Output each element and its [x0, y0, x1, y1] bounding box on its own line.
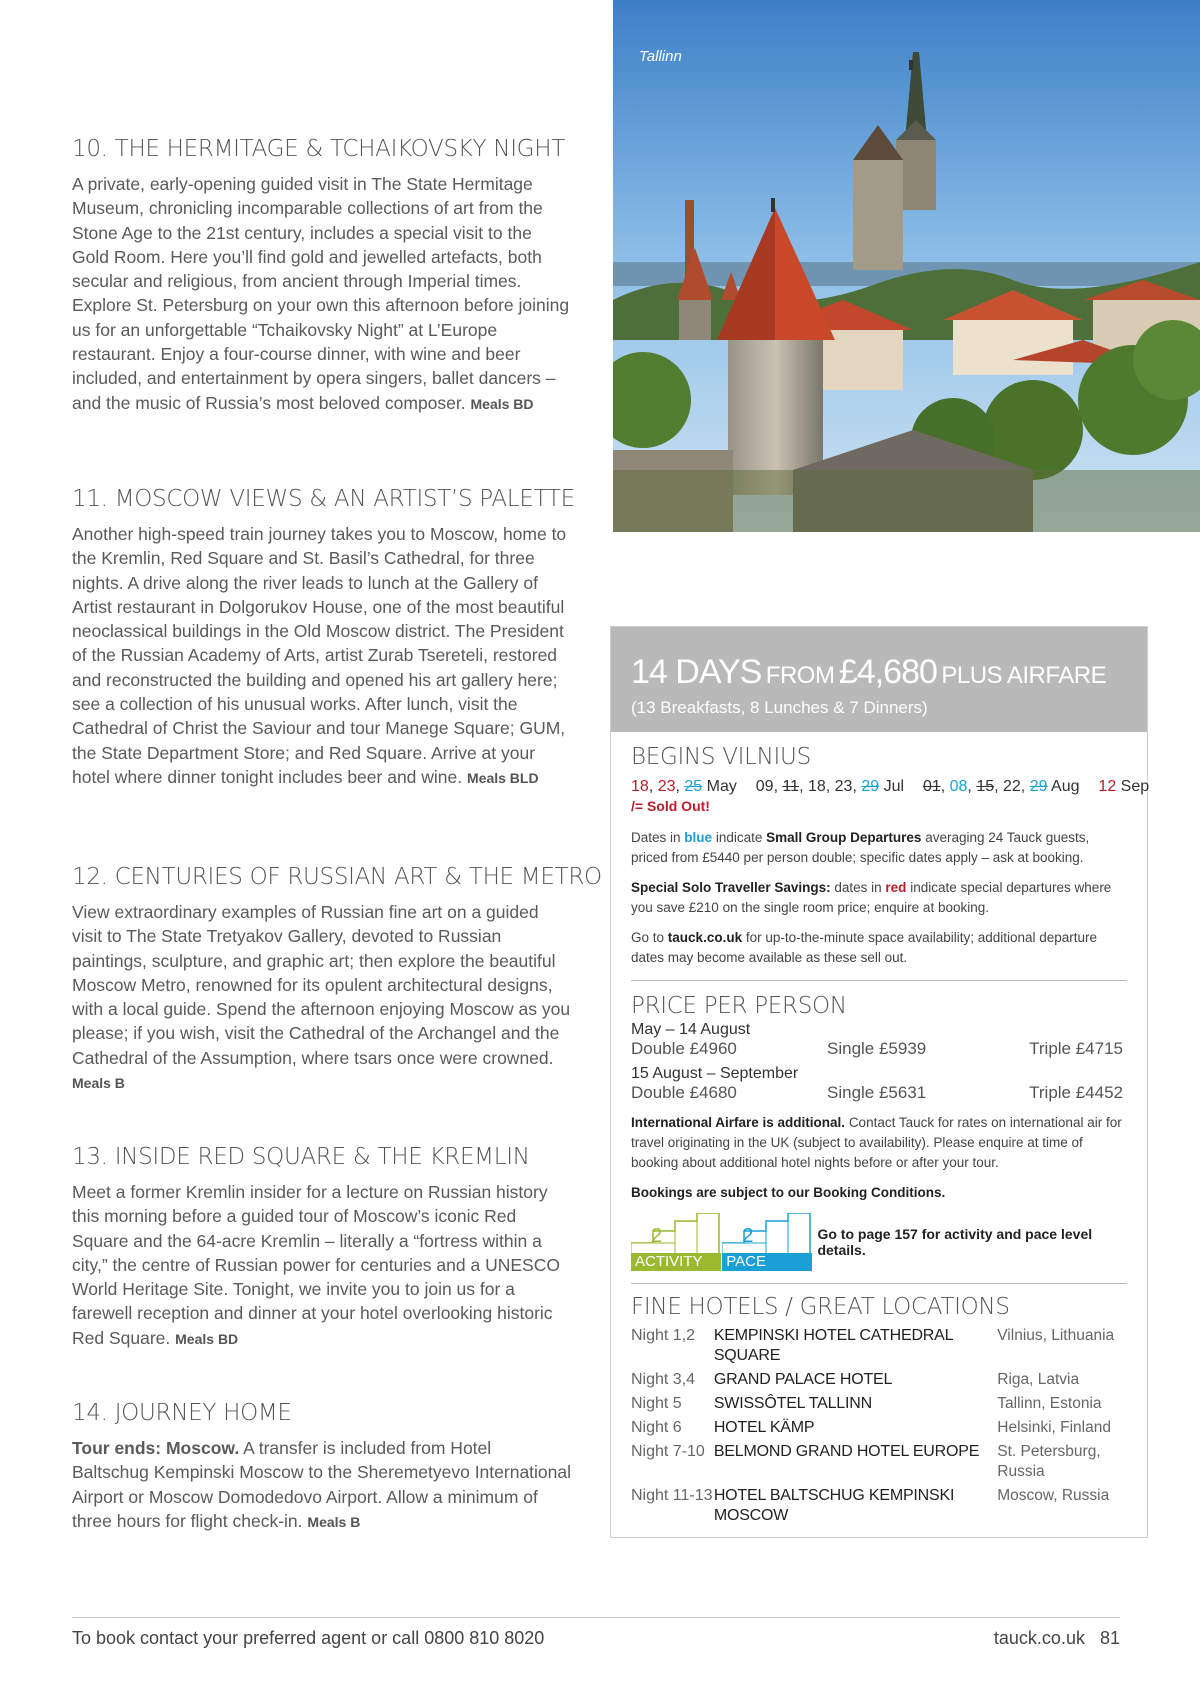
- hotel-row: [631, 1370, 1127, 1390]
- hotel-name: GRAND PALACE HOTEL: [713, 1371, 893, 1388]
- day-14-lead: Tour ends: Moscow.: [72, 1438, 240, 1458]
- hotels-title: FINE HOTELS / GREAT LOCATIONS: [631, 1294, 1010, 1320]
- hotel-row: [631, 1418, 1127, 1438]
- day-11: [72, 486, 575, 790]
- hotel-location: Moscow, Russia: [997, 1487, 1110, 1504]
- period-2-label: 15 August – September: [631, 1065, 799, 1082]
- period-1-prices: [631, 1039, 1127, 1059]
- availability-note: Go to tauck.co.uk for up-to-the-minute space availability; additional departure dates may become available as these sell out.: [631, 930, 1098, 965]
- date-aug-29: 29: [1029, 778, 1048, 795]
- hotel-row: [631, 1486, 1127, 1526]
- hotel-row: [631, 1326, 1127, 1366]
- activity-level-icon: [631, 1213, 716, 1271]
- period-1-single: Single £5939: [827, 1039, 927, 1058]
- from-label: FROM: [765, 662, 835, 689]
- day-13-title: 13. INSIDE RED SQUARE & THE KREMLIN: [72, 1144, 530, 1170]
- booking-conditions: Bookings are subject to our Booking Conditions.: [631, 1185, 946, 1200]
- day-12-title: 12. CENTURIES OF RUSSIAN ART & THE METRO: [72, 864, 602, 890]
- day-12-text: View extraordinary examples of Russian fine art on a guided visit to The State Tretyakov Gallery, devoted to Russian paintings, sculpture, and graphic art; then explore the beautiful Moscow Metro, renowned for its opulent architectural designs, with a local guide. Spend the afternoon enjoying Moscow as you please; if you wish, visit the Cathedral of the Archangel and the Cathedral of the Assumption, where tsars once were crowned.: [72, 902, 571, 1068]
- day-12-body: [72, 900, 572, 1095]
- hotel-location: Riga, Latvia: [997, 1371, 1080, 1388]
- small-group-note: Dates in blue indicate Small Group Departures averaging 24 Tauck guests, priced from £5440 per person double; specific dates apply – ask at booking.: [631, 830, 1090, 865]
- date-jul-11: 11: [782, 778, 800, 795]
- hotel-location: St. Petersburg, Russia: [997, 1443, 1101, 1480]
- sold-out-legend: /= Sold Out!: [631, 798, 710, 814]
- activity-pace-levels: [631, 1213, 1127, 1271]
- activity-label: ACTIVITY: [631, 1253, 721, 1271]
- hotel-nights: Night 7-10: [631, 1443, 705, 1460]
- period-2-triple: Triple £4452: [1029, 1083, 1123, 1102]
- period-1-triple: Triple £4715: [1029, 1039, 1123, 1058]
- hotel-name: KEMPINSKI HOTEL CATHEDRAL SQUARE: [713, 1327, 953, 1364]
- website-link[interactable]: tauck.co.uk: [667, 930, 743, 945]
- hotel-name: BELMOND GRAND HOTEL EUROPE: [713, 1443, 980, 1460]
- period-1-label: May – 14 August: [631, 1021, 751, 1038]
- pace-level-icon: [722, 1213, 807, 1271]
- day-10: [72, 136, 572, 416]
- photo-caption: Tallinn: [639, 48, 682, 65]
- hotel-location: Helsinki, Finland: [997, 1419, 1111, 1436]
- activity-level-number: 2: [651, 1225, 663, 1247]
- levels-note: Go to page 157 for activity and pace level details.: [817, 1226, 1093, 1258]
- date-may-25: 25: [684, 778, 703, 795]
- day-12-meals: Meals B: [72, 1075, 125, 1092]
- day-13-text: Meet a former Kremlin insider for a lecture on Russian history this morning before a guided tour of Moscow’s iconic Red Square and the 64-acre Kremlin – literally a “fortress within a city,” the centre of Russian power for centuries and a UNESCO World Heritage Site. Tonight, we invite you to join us for a farewell reception and dinner at your hotel overlooking historic Red Square.: [72, 1182, 560, 1348]
- day-10-body: [72, 172, 572, 416]
- date-jul-18: 18: [807, 778, 826, 795]
- day-13-body: [72, 1180, 572, 1351]
- day-10-title: 10. THE HERMITAGE & TCHAIKOVSKY NIGHT: [72, 136, 565, 162]
- hotel-location: Vilnius, Lithuania: [997, 1327, 1115, 1344]
- duration: 14 DAYS: [631, 653, 762, 691]
- day-10-text: A private, early-opening guided visit in The State Hermitage Museum, chronicling incomparable collections of art from the Stone Age to the 21st century, includes a special visit to the Gold Room. Here you’ll find gold and jewelled artefacts, both secular and religious, from ancient through Imperial times. Explore St. Petersburg on your own this afternoon before joining us for an unforgettable “Tchaikovsky Night” at L’Europe restaurant. Enjoy a four-course dinner, with wine and beer included, and entertainment by opera singers, ballet dancers – and the music of Russia’s most beloved composer.: [72, 174, 570, 413]
- solo-savings-note: Special Solo Traveller Savings: dates in red indicate special departures where you save £210 on the single room price; enquire at booking.: [631, 880, 1112, 915]
- day-11-text: Another high-speed train journey takes you to Moscow, home to the Kremlin, Red Square and St. Basil’s Cathedral, for three nights. A drive along the river leads to lunch at the Gallery of Artist restaurant in Dolgorukov House, one of the most beautiful neoclassical buildings in the Old Moscow district. The President of the Russian Academy of Arts, artist Zurab Tsereteli, restored and reconstructed the building and opened his art gallery here; see a collection of his unusual works. After lunch, visit the Cathedral of Christ the Saviour and tour Manege Square; GUM, the State Department Store; and Red Square. Arrive at your hotel where dinner tonight includes beer and wine.: [72, 524, 567, 787]
- date-may-23: 23: [657, 778, 676, 795]
- divider: [631, 1283, 1127, 1284]
- page-number: 81: [1099, 1628, 1120, 1648]
- hotel-row: [631, 1442, 1127, 1482]
- day-13: [72, 1144, 572, 1351]
- day-13-meals: Meals BD: [175, 1330, 239, 1347]
- footer-divider: [72, 1617, 1120, 1618]
- date-jul-09: 09: [755, 778, 774, 795]
- hotel-nights: Night 5: [631, 1395, 682, 1412]
- day-14-meals: Meals B: [307, 1513, 361, 1530]
- month-aug: Aug: [1051, 778, 1080, 795]
- day-14-body: [72, 1436, 572, 1534]
- day-12: [72, 864, 602, 1095]
- date-may-18: 18: [631, 778, 649, 795]
- hotel-row: [631, 1394, 1127, 1414]
- hotel-nights: Night 6: [631, 1419, 682, 1436]
- tour-info-box: [610, 626, 1148, 1538]
- date-aug-15: 15: [976, 778, 995, 795]
- from-price: £4,680: [838, 653, 937, 691]
- month-sep: Sep: [1120, 778, 1150, 795]
- date-jul-23: 23: [834, 778, 853, 795]
- price-title: PRICE PER PERSON: [631, 993, 847, 1019]
- departure-dates: 18, 23, 25 May 09, 11, 18, 23, 29 Jul 01, 08, 15, 22, 29 Aug 12 Sep: [631, 778, 1150, 795]
- period-2-single: Single £5631: [827, 1083, 927, 1102]
- divider: [631, 980, 1127, 981]
- airfare-note: International Airfare is additional. Contact Tauck for rates on international air for travel originating in the UK (subject to availability). Please enquire at time of booking about additional hotel nights before or after your tour.: [631, 1115, 1122, 1170]
- hotel-location: Tallinn, Estonia: [997, 1395, 1102, 1412]
- date-aug-22: 22: [1003, 778, 1021, 795]
- hotel-nights: Night 11-13: [631, 1487, 713, 1504]
- day-14: [72, 1400, 572, 1534]
- date-sep-12: 12: [1098, 778, 1117, 795]
- hotel-nights: Night 1,2: [631, 1327, 696, 1344]
- meals-summary: (13 Breakfasts, 8 Lunches & 7 Dinners): [631, 698, 928, 717]
- month-jul: Jul: [883, 778, 905, 795]
- pace-level-number: 2: [742, 1225, 754, 1247]
- day-11-title: 11. MOSCOW VIEWS & AN ARTIST’S PALETTE: [72, 486, 575, 512]
- day-14-title: 14. JOURNEY HOME: [72, 1400, 292, 1426]
- date-aug-01: 01: [922, 778, 941, 795]
- hotel-name: SWISSÔTEL TALLINN: [713, 1395, 872, 1412]
- pace-label: PACE: [722, 1253, 812, 1271]
- footer-website[interactable]: tauck.co.uk: [993, 1628, 1085, 1648]
- period-1-double: Double £4960: [631, 1039, 737, 1058]
- date-aug-08: 08: [949, 778, 968, 795]
- day-14-text: A transfer is included from Hotel Baltschug Kempinski Moscow to the Sheremetyevo International Airport or Moscow Domodedovo Airport. Allow a minimum of three hours for flight check-in.: [72, 1438, 572, 1531]
- date-jul-29: 29: [861, 778, 880, 795]
- month-may: May: [706, 778, 737, 795]
- price-header: [611, 627, 1147, 732]
- plus-airfare: PLUS AIRFARE: [941, 662, 1107, 689]
- period-2-double: Double £4680: [631, 1083, 737, 1102]
- tallinn-illustration: [613, 0, 1200, 532]
- day-11-meals: Meals BLD: [467, 769, 539, 786]
- day-10-meals: Meals BD: [470, 395, 534, 412]
- tallinn-photo: [613, 0, 1200, 532]
- begins-title: BEGINS VILNIUS: [631, 744, 811, 770]
- hotel-name: HOTEL KÄMP: [713, 1419, 815, 1436]
- hotel-name: HOTEL BALTSCHUG KEMPINSKI MOSCOW: [713, 1487, 955, 1524]
- hotel-nights: Night 3,4: [631, 1371, 696, 1388]
- booking-contact: To book contact your preferred agent or call 0800 810 8020: [72, 1628, 545, 1648]
- day-11-body: [72, 522, 572, 790]
- period-2-prices: [631, 1083, 1127, 1103]
- footer-right: [994, 1628, 1120, 1649]
- price-headline: [631, 653, 1147, 692]
